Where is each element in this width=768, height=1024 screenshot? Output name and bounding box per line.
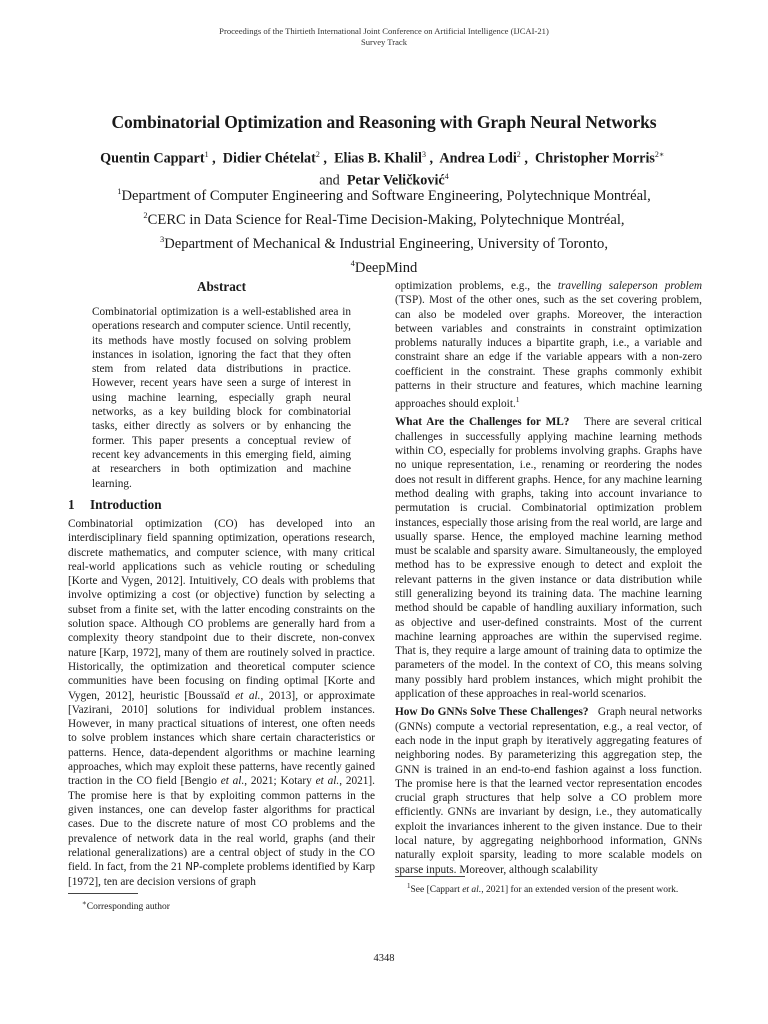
affiliation	[40, 182, 728, 206]
author-name: Quentin Cappart	[100, 150, 205, 167]
right-column	[395, 279, 702, 877]
section-heading-introduction	[68, 497, 162, 513]
author-affiliation-mark: 2	[315, 150, 320, 159]
running-head	[0, 26, 768, 48]
text-run: , 2021; Kotary	[244, 775, 316, 788]
abstract-heading: Abstract	[196, 279, 247, 294]
author-name: Petar Veličković	[346, 172, 445, 189]
paragraph-gnns	[395, 705, 702, 877]
author-name: Elias B. Khalil	[334, 150, 422, 167]
paragraph-heading: How Do GNNs Solve These Challenges?	[395, 706, 589, 719]
footnote-text: Corresponding author	[86, 902, 170, 913]
footnote-corresponding	[82, 897, 372, 913]
affiliation	[40, 254, 728, 278]
author-affiliation-mark: 2∗	[654, 150, 665, 159]
paragraph-challenges	[395, 415, 702, 701]
text-run: -complete problems identified by Karp [1972], ten are decision versions of graph	[68, 861, 375, 889]
paragraph-heading: What Are the Challenges for ML?	[395, 416, 570, 429]
footnote-mark: 1	[407, 882, 411, 890]
affiliation-text: CERC in Data Science for Real-Time Decision-Making, Polytechnique Montréal,	[147, 212, 625, 229]
footnote-ref: 1	[515, 395, 520, 405]
paragraph-bipartite	[395, 279, 702, 411]
affiliation-mark: 1	[117, 186, 122, 196]
author-affiliation-mark: 4	[444, 171, 449, 181]
affiliation-text: DeepMind	[354, 260, 418, 277]
text-run: Combinatorial optimization (CO) has developed into an interdisciplinary field spanning optimization, operations research, discrete mathematics, and computer science, with many critical real-world applications such as vehicle routing or scheduling [Korte and Vygen, 2012]. Intuitively, CO deals with problems that involve optimizing a cost (or objective) function by selecting a subset from a finite set, with the latter encoding constraints on the solution space. Although CO problems are generally hard from a complexity theory standpoint due to their discrete, non-convex nature [Karp, 1972], many of them are routinely solved in practice. Historically, the optimization and theoretical computer science communities have been focusing on finding optimal [Korte and Vygen, 2012], heuristic [Boussaïd	[68, 518, 375, 702]
running-head-conference: Proceedings of the Thirtieth International Joint Conference on Artificial Intelligence (IJCAI-21)	[219, 26, 549, 36]
author-affiliation-mark: 2	[516, 150, 521, 159]
affiliation-mark: 4	[350, 258, 355, 269]
text-run: , 2021]. The promise here is that by exploiting common patterns in the given instances, one can develop faster algorithms for practical cases. Due to the discrete nature of most CO problems and the prevalence of network data in the real world, graphs (and their relational generalizations) are a central object of study in the CO field. In fact, from the 21	[68, 775, 376, 874]
author-affiliation-mark: 1	[204, 150, 209, 159]
author-name: Didier Chételat	[222, 150, 316, 167]
author-name: Christopher Morris	[534, 150, 655, 167]
text-run: , 2013], or approximate [Vazirani, 2010] solutions for individual problem instances. However, in many practical situations of interest, one often needs to solve problem instances which share certain characteristics or patterns. Hence, data-dependent algorithms or machine learning approaches, which may exploit these patterns, have recently gained traction in the CO field [Bengio	[68, 689, 375, 788]
footnote-text-italic: et al.	[462, 885, 482, 896]
author-affiliation-mark: 3	[421, 150, 426, 159]
abstract-body: Combinatorial optimization is a well-established area in operations research and computer science. Until recently, its methods have mostly focused on solving problem instances in isolation, ignoring the fact that they often stem from related data distributions in practice. However, recent years have seen a surge of interest in using machine learning, especially graph neural networks, as a key building block for combinatorial tasks, either directly as solvers or by enhancing the former. This paper presents a conceptual review of recent key advancements in this emerging field, aiming at researchers in both optimization and machine learning.	[92, 306, 351, 490]
text-run-italic: et al.	[315, 775, 340, 788]
affiliation-mark: 3	[160, 234, 165, 245]
page-number: 4348	[373, 953, 395, 964]
paper-title: Combinatorial Optimization and Reasoning with Graph Neural Networks	[111, 112, 657, 132]
author-name: Andrea Lodi	[439, 150, 517, 167]
affiliation-text: Department of Mechanical & Industrial Engineering, University of Toronto,	[164, 236, 608, 253]
complexity-class-np: NP	[185, 862, 199, 874]
paragraph-body: There are several critical challenges in successfully applying machine learning methods within CO, especially for problems involving graphs. Graphs have no unique representation, i.e., renaming or reordering the nodes does not result in different graphs. Hence, for any machine learning method dealing with graphs, taking into account invariance to permutation is crucial. Combinatorial optimization problem instances, especially those arising from the real world, are large and usually sparse. Hence, the employed machine learning method must be scalable and sparsity aware. Simultaneously, the employed method has to be expressive enough to detect and exploit the relevant patterns in the given instance or data distribution while still generalizing beyond its training data. The machine learning method should be capable of handling auxiliary information, such as objective and user-defined constraints. Most of the current machine learning approaches are within the supervised regime. That is, they require a large amount of training data to optimize the parameters of the model. In the context of CO, this means solving many possibly hard problem instances, which might prohibit the application of these approaches in real-world scenarios.	[395, 416, 702, 701]
affiliation-list	[40, 182, 728, 279]
text-run-italic: travelling saleperson problem	[557, 280, 702, 292]
running-head-track: Survey Track	[360, 37, 408, 47]
footnote-rule	[395, 876, 465, 877]
author-conjunction: and	[319, 172, 340, 189]
footnote-text: See [Cappart	[410, 885, 463, 896]
footnote-mark: ∗	[82, 899, 87, 907]
text-run-italic: et al.	[220, 775, 245, 788]
affiliation-text: Department of Computer Engineering and Software Engineering, Polytechnique Montréal,	[121, 187, 651, 204]
text-run-italic: et al.	[235, 689, 261, 702]
affiliation-mark: 2	[143, 210, 148, 221]
affiliation	[40, 230, 728, 254]
introduction-paragraph	[68, 517, 375, 890]
affiliation	[40, 206, 728, 230]
section-number: 1	[68, 497, 75, 512]
footnote-1	[395, 880, 702, 896]
author-list: Quentin Cappart$^1$ , Didier Chételat$^2$ , Elias B. Khalil$^3$ , Andrea Lodi$^2$ , Christopher Morris$^{2∗}$ and Petar Veličković$^4$	[100, 150, 665, 189]
footnote-text: , 2021] for an extended version of the present work.	[481, 885, 679, 896]
section-title: Introduction	[90, 497, 162, 512]
paragraph-body: Graph neural networks (GNNs) compute a vectorial representation, e.g., a real vector, of each node in the input graph by iteratively aggregating features of neighboring nodes. By parameterizing this aggregation step, the GNN is trained in an end-to-end fashion against a loss function. The promise here is that the learned vector representation encodes crucial graph structures that help solve a CO problem more efficiently. GNNs are invariant by design, i.e., they automatically exploit the invariances inherent to the given instance. Due to their local nature, by aggregating neighborhood information, GNNs naturally exploit sparsity, leading to more scalable models on sparse inputs. Moreover, although scalability	[395, 706, 702, 876]
footnote-rule	[68, 893, 138, 894]
text-run: optimization problems, e.g., the	[395, 280, 558, 292]
text-run: (TSP). Most of the other ones, such as the set covering problem, can also be modeled over graphs. Moreover, the interaction between variables and constraints in constraint optimization problems naturally induces a bipartite graph, i.e., a variable and constraint share an edge if the variable appears with a non-zero coefficient in the constraint. These graphs commonly exhibit patterns in their structure and features, which machine learning approaches should exploit.	[395, 294, 702, 411]
